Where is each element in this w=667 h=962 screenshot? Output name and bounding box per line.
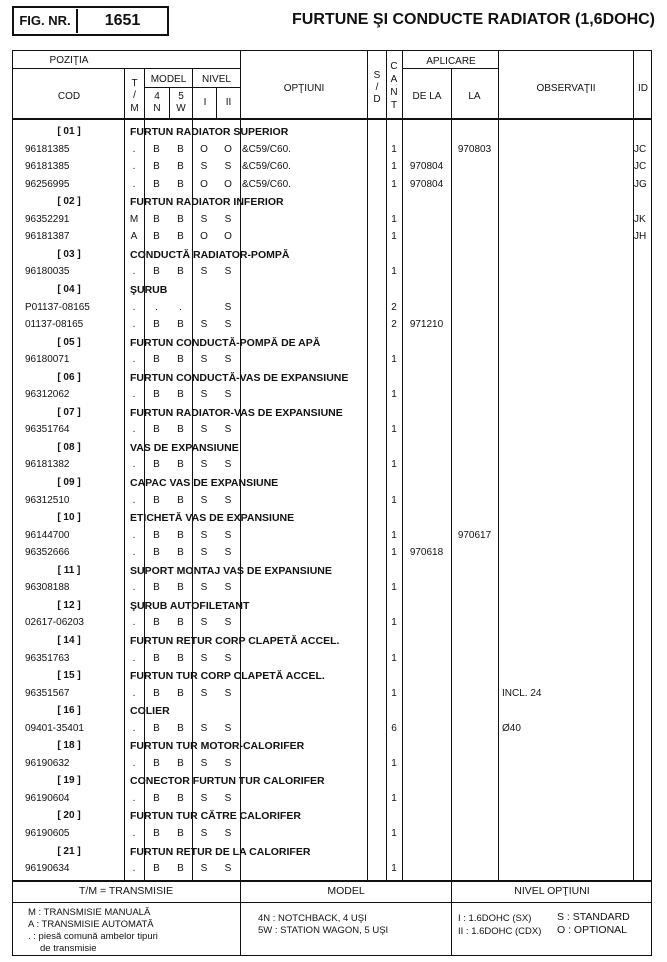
cell-qty: 1 xyxy=(391,161,397,173)
legend-model-5w: 5W : STATION WAGON, 5 UŞI xyxy=(258,925,389,936)
section-title: FURTUN TUR CĂTRE CALORIFER xyxy=(130,810,301,823)
legend-tm-common-2: de transmisie xyxy=(40,943,97,954)
grid-line xyxy=(12,118,652,120)
cell-cod: 96190632 xyxy=(25,757,70,769)
section-title: FURTUN CONDUCTĂ-VAS DE EXPANSIUNE xyxy=(130,371,349,384)
cell-cod: 96256995 xyxy=(25,178,70,190)
cell-l2: S xyxy=(224,161,232,173)
header-cant-c: C xyxy=(390,61,398,72)
cell-l2: S xyxy=(224,757,232,769)
cell-qty: 1 xyxy=(391,687,397,699)
grid-line xyxy=(498,50,499,880)
cell-qty: 1 xyxy=(391,389,397,401)
header-cod: COD xyxy=(57,91,81,102)
cell-n4: B xyxy=(153,494,160,506)
cell-l1: S xyxy=(200,529,208,541)
cell-id: JG xyxy=(634,178,647,190)
cell-cod: 96312062 xyxy=(25,389,70,401)
cell-l2: S xyxy=(224,354,232,366)
cell-l1: S xyxy=(200,582,208,594)
cell-n4: B xyxy=(153,652,160,664)
cell-w5: B xyxy=(177,424,184,436)
cell-cod: 09401-35401 xyxy=(25,722,84,734)
cell-cod: 96190604 xyxy=(25,792,70,804)
header-sd-d: D xyxy=(373,94,381,105)
header-dela: DE LA xyxy=(412,91,442,102)
cell-w5: B xyxy=(177,757,184,769)
grid-line xyxy=(12,880,652,882)
section-title: FURTUN CONDUCTĂ-POMPĂ DE APĂ xyxy=(130,336,321,349)
cell-l1: S xyxy=(200,652,208,664)
cell-l1: S xyxy=(200,547,208,559)
header-tm-m: M xyxy=(130,103,139,114)
cell-l2: S xyxy=(224,266,232,278)
header-tm-slash: / xyxy=(133,90,136,101)
cell-l2: S xyxy=(224,687,232,699)
legend-tm-manual: M : TRANSMISIE MANUALĂ xyxy=(28,907,151,918)
cell-tm: . xyxy=(132,161,136,173)
cell-la: 970617 xyxy=(457,529,492,541)
header-observatii: OBSERVAŢII xyxy=(536,83,596,94)
section-position: [ 21 ] xyxy=(57,845,81,857)
cell-n4: B xyxy=(153,178,160,190)
cell-tm: . xyxy=(132,389,136,401)
header-model-n: N xyxy=(153,103,161,114)
section-position: [ 01 ] xyxy=(57,126,81,137)
cell-w5: B xyxy=(177,652,184,664)
header-tm-t: T xyxy=(131,78,138,89)
section-title: SUPORT MONTAJ VAS DE EXPANSIUNE xyxy=(130,564,332,577)
cell-l1: S xyxy=(200,687,208,699)
cell-l1: S xyxy=(200,757,208,769)
section-position: [ 04 ] xyxy=(57,283,81,295)
cell-qty: 1 xyxy=(391,231,397,243)
cell-qty: 1 xyxy=(391,792,397,804)
header-model: MODEL xyxy=(150,74,187,85)
cell-l1: S xyxy=(200,161,208,173)
cell-l2: S xyxy=(224,547,232,559)
cell-w5: B xyxy=(177,792,184,804)
header-model-4: 4 xyxy=(154,91,160,102)
cell-tm: . xyxy=(132,143,136,155)
section-title: FURTUN RADIATOR SUPERIOR xyxy=(130,126,289,138)
cell-w5: B xyxy=(177,266,184,278)
cell-tm: . xyxy=(132,722,136,734)
cell-w5: B xyxy=(177,547,184,559)
cell-l2: S xyxy=(224,213,232,225)
cell-w5: B xyxy=(177,863,184,875)
grid-line xyxy=(12,902,652,903)
cell-w5: B xyxy=(177,213,184,225)
header-cant-n: N xyxy=(390,87,398,98)
cell-qty: 1 xyxy=(391,213,397,225)
cell-cod: 96190634 xyxy=(25,863,70,875)
cell-tm: . xyxy=(132,652,136,664)
cell-l1: S xyxy=(200,424,208,436)
cell-cod: 96181382 xyxy=(25,459,70,471)
cell-tm: . xyxy=(132,178,136,190)
header-cant-t: T xyxy=(390,100,398,111)
section-position: [ 09 ] xyxy=(57,477,81,488)
cell-w5: B xyxy=(177,687,184,699)
cell-l1: S xyxy=(200,792,208,804)
cell-l2: S xyxy=(224,389,232,401)
cell-tm: . xyxy=(132,757,136,769)
cell-cod: 96308188 xyxy=(25,582,70,594)
cell-l1: S xyxy=(200,319,208,331)
cell-w5: . xyxy=(179,301,182,313)
legend-tm-title: T/M = TRANSMISIE xyxy=(78,885,174,897)
legend-tm-auto: A : TRANSMISIE AUTOMATĂ xyxy=(28,919,154,930)
header-sd-slash: / xyxy=(375,82,379,93)
cell-n4: B xyxy=(153,231,160,243)
cell-opt: &C59/C60. xyxy=(242,178,291,190)
cell-id: JH xyxy=(634,231,647,243)
cell-l1: S xyxy=(200,617,208,629)
header-model-w: W xyxy=(176,103,186,114)
cell-tm: . xyxy=(132,459,136,471)
cell-l1: S xyxy=(200,354,208,366)
cell-cod: 96181387 xyxy=(25,231,70,243)
section-title: VAS DE EXPANSIUNE xyxy=(130,441,239,454)
cell-n4: B xyxy=(153,722,160,734)
cell-l2: S xyxy=(224,828,232,839)
cell-qty: 2 xyxy=(391,319,397,331)
cell-w5: B xyxy=(177,143,184,155)
cell-w5: B xyxy=(177,319,184,331)
header-optiuni: OPŢIUNI xyxy=(283,83,325,94)
section-position: [ 03 ] xyxy=(57,248,81,260)
cell-qty: 1 xyxy=(391,424,397,436)
cell-l2: S xyxy=(224,863,232,875)
section-position: [ 02 ] xyxy=(57,196,81,208)
cell-w5: B xyxy=(177,529,184,541)
legend-nivel-title: NIVEL OPŢIUNI xyxy=(514,885,590,897)
header-sd-s: S xyxy=(373,70,381,81)
cell-l1: S xyxy=(200,266,208,278)
cell-l1: S xyxy=(200,494,208,506)
cell-l1: S xyxy=(200,213,208,225)
cell-l1: O xyxy=(200,143,208,155)
cell-id: JC xyxy=(634,143,647,155)
section-title: ŞURUB AUTOFILETANT xyxy=(130,599,250,612)
cell-qty: 1 xyxy=(391,547,397,559)
figure-number: 1651 xyxy=(104,12,141,29)
cell-cod: 96312510 xyxy=(25,494,70,506)
legend-nivel-2: II : 1.6DOHC (CDX) xyxy=(458,926,542,937)
cell-tm: . xyxy=(132,301,136,313)
cell-qty: 1 xyxy=(391,529,397,541)
cell-n4: B xyxy=(153,792,160,804)
cell-dela: 970618 xyxy=(409,547,444,559)
section-title: FURTUN RADIATOR INFERIOR xyxy=(130,196,284,209)
cell-qty: 1 xyxy=(391,757,397,769)
cell-l2: S xyxy=(224,459,232,471)
cell-cod: P01137-08165 xyxy=(25,301,90,313)
cell-tm: . xyxy=(132,529,136,541)
grid-line xyxy=(240,50,241,880)
cell-qty: 1 xyxy=(391,494,397,506)
cell-cod: 02617-06203 xyxy=(25,617,84,629)
cell-n4: B xyxy=(153,863,160,875)
cell-tm: . xyxy=(132,547,136,559)
section-title: FURTUN TUR MOTOR-CALORIFER xyxy=(130,740,305,753)
cell-qty: 1 xyxy=(391,459,397,471)
cell-tm: . xyxy=(132,424,136,436)
grid-line xyxy=(367,50,368,880)
section-title: FURTUN RETUR CORP CLAPETĂ ACCEL. xyxy=(130,634,340,647)
header-nivel: NIVEL xyxy=(202,74,231,85)
section-position: [ 16 ] xyxy=(57,705,81,717)
cell-obs: INCL. 24 xyxy=(502,687,542,699)
header-pozitia: POZIŢIA xyxy=(49,55,89,66)
section-position: [ 11 ] xyxy=(57,564,81,576)
header-id: ID xyxy=(638,83,648,94)
section-title: COLIER xyxy=(130,705,170,718)
cell-opt: &C59/C60. xyxy=(242,161,291,173)
cell-n4: B xyxy=(153,354,160,366)
grid-line xyxy=(169,87,170,118)
cell-n4: B xyxy=(153,213,160,225)
cell-l2: S xyxy=(224,424,232,436)
grid-line xyxy=(216,87,217,118)
cell-cod: 96352291 xyxy=(25,213,70,225)
header-model-5: 5 xyxy=(178,91,184,102)
cell-qty: 1 xyxy=(391,863,397,875)
cell-l2: S xyxy=(224,301,232,313)
section-position: [ 06 ] xyxy=(57,371,81,383)
section-position: [ 12 ] xyxy=(57,599,81,611)
cell-qty: 1 xyxy=(391,354,397,366)
cell-l1: O xyxy=(200,178,208,190)
cell-cod: 96351567 xyxy=(25,687,70,699)
cell-cod: 96351763 xyxy=(25,652,70,664)
section-position: [ 14 ] xyxy=(57,634,81,646)
legend-nivel-optional: O : OPTIONAL xyxy=(557,924,628,936)
cell-qty: 1 xyxy=(391,266,397,278)
figure-label: FIG. NR. xyxy=(14,9,78,33)
cell-tm: . xyxy=(132,828,136,839)
cell-w5: B xyxy=(177,459,184,471)
cell-w5: B xyxy=(177,178,184,190)
cell-l2: S xyxy=(224,792,232,804)
grid-line xyxy=(633,50,634,880)
cell-l1: S xyxy=(200,722,208,734)
cell-tm: M xyxy=(129,213,139,225)
cell-tm: . xyxy=(132,494,136,506)
cell-l2: S xyxy=(224,652,232,664)
cell-w5: B xyxy=(177,494,184,506)
cell-l1: S xyxy=(200,389,208,401)
section-title: FURTUN RADIATOR-VAS DE EXPANSIUNE xyxy=(130,406,343,419)
section-position: [ 18 ] xyxy=(57,740,81,752)
cell-tm: . xyxy=(132,582,136,594)
section-title: CONECTOR FURTUN TUR CALORIFER xyxy=(130,775,325,788)
cell-qty: 1 xyxy=(391,178,397,190)
cell-w5: B xyxy=(177,722,184,734)
grid-line xyxy=(402,50,403,880)
cell-w5: B xyxy=(177,582,184,594)
cell-w5: B xyxy=(177,231,184,243)
section-title: ETICHETĂ VAS DE EXPANSIUNE xyxy=(130,512,295,525)
cell-w5: B xyxy=(177,389,184,401)
legend-nivel-1: I : 1.6DOHC (SX) xyxy=(458,913,532,924)
cell-dela: 970804 xyxy=(409,178,444,190)
cell-cod: 96181385 xyxy=(25,161,70,173)
section-position: [ 10 ] xyxy=(57,512,81,524)
cell-n4: B xyxy=(153,617,160,629)
cell-qty: 1 xyxy=(391,652,397,664)
cell-qty: 1 xyxy=(391,828,397,839)
cell-qty: 1 xyxy=(391,582,397,594)
section-title: ŞURUB xyxy=(130,283,168,296)
cell-w5: B xyxy=(177,354,184,366)
cell-tm: . xyxy=(132,863,136,875)
cell-l2: O xyxy=(224,178,232,190)
cell-l2: S xyxy=(224,319,232,331)
cell-id: JK xyxy=(634,213,646,225)
cell-tm: . xyxy=(132,617,136,629)
cell-qty: 6 xyxy=(391,722,397,734)
cell-tm: . xyxy=(132,319,136,331)
cell-qty: 1 xyxy=(391,143,397,155)
section-position: [ 20 ] xyxy=(57,810,81,822)
cell-n4: B xyxy=(153,389,160,401)
legend-model-4n: 4N : NOTCHBACK, 4 UŞI xyxy=(258,913,367,924)
cell-tm: . xyxy=(132,266,136,278)
cell-qty: 2 xyxy=(391,301,397,313)
cell-cod: 96181385 xyxy=(25,143,70,155)
cell-n4: B xyxy=(153,547,160,559)
section-title: CONDUCTĂ RADIATOR-POMPĂ xyxy=(130,248,290,261)
cell-n4: B xyxy=(153,319,160,331)
header-nivel-1: I xyxy=(203,97,207,108)
cell-l2: S xyxy=(224,494,232,506)
grid-line xyxy=(12,68,240,69)
cell-l1: S xyxy=(200,459,208,471)
grid-line xyxy=(451,68,452,880)
cell-l2: O xyxy=(224,143,232,155)
cell-n4: B xyxy=(153,161,160,173)
cell-obs: Ø40 xyxy=(502,722,521,734)
section-position: [ 15 ] xyxy=(57,670,81,682)
legend-tm-common: . : piesă comună ambelor tipuri xyxy=(28,931,158,942)
cell-l2: S xyxy=(224,529,232,541)
cell-id: JC xyxy=(634,161,647,173)
section-title: FURTUN TUR CORP CLAPETĂ ACCEL. xyxy=(130,670,325,683)
cell-l2: S xyxy=(224,722,232,734)
cell-w5: B xyxy=(177,828,184,839)
cell-cod: 96180071 xyxy=(25,354,70,366)
cell-l1: O xyxy=(200,231,208,243)
cell-tm: . xyxy=(132,354,136,366)
cell-qty: 1 xyxy=(391,617,397,629)
cell-cod: 96351764 xyxy=(25,424,70,436)
cell-l2: S xyxy=(224,617,232,629)
cell-w5: B xyxy=(177,161,184,173)
section-title: FURTUN RETUR DE LA CALORIFER xyxy=(130,845,311,858)
cell-cod: 96352666 xyxy=(25,547,70,559)
cell-cod: 96180035 xyxy=(25,266,70,278)
cell-w5: B xyxy=(177,617,184,629)
section-position: [ 07 ] xyxy=(57,406,81,418)
cell-opt: &C59/C60. xyxy=(242,143,291,155)
section-position: [ 08 ] xyxy=(57,441,81,453)
header-cant-a: A xyxy=(390,74,398,85)
cell-dela: 970804 xyxy=(409,161,444,173)
cell-tm: . xyxy=(132,687,136,699)
header-nivel-2: II xyxy=(225,97,232,108)
cell-n4: B xyxy=(153,687,160,699)
legend-nivel-standard: S : STANDARD xyxy=(557,911,630,923)
cell-dela: 971210 xyxy=(409,319,444,331)
cell-cod: 96144700 xyxy=(25,529,70,541)
cell-n4: B xyxy=(153,266,160,278)
section-title: CAPAC VAS DE EXPANSIUNE xyxy=(130,477,279,489)
cell-tm: A xyxy=(130,231,138,243)
cell-n4: B xyxy=(153,529,160,541)
cell-l2: S xyxy=(224,582,232,594)
cell-l1: S xyxy=(200,828,208,839)
cell-n4: B xyxy=(153,828,160,839)
cell-n4: B xyxy=(153,459,160,471)
legend-model-title: MODEL xyxy=(327,885,365,897)
cell-n4: B xyxy=(153,143,160,155)
cell-tm: . xyxy=(132,792,136,804)
cell-n4: . xyxy=(155,301,158,313)
cell-n4: B xyxy=(153,582,160,594)
section-position: [ 05 ] xyxy=(57,336,81,348)
page-title: FURTUNE ŞI CONDUCTE RADIATOR (1,6DOHC) xyxy=(292,11,655,28)
cell-l2: O xyxy=(224,231,232,243)
header-la: LA xyxy=(468,91,481,102)
header-aplicare: APLICARE xyxy=(426,56,476,67)
cell-l1: S xyxy=(200,863,208,875)
cell-n4: B xyxy=(153,757,160,769)
cell-la: 970803 xyxy=(457,143,492,155)
cell-cod: 96190605 xyxy=(25,828,70,839)
cell-cod: 01137-08165 xyxy=(25,319,84,331)
section-position: [ 19 ] xyxy=(57,775,81,787)
cell-n4: B xyxy=(153,424,160,436)
